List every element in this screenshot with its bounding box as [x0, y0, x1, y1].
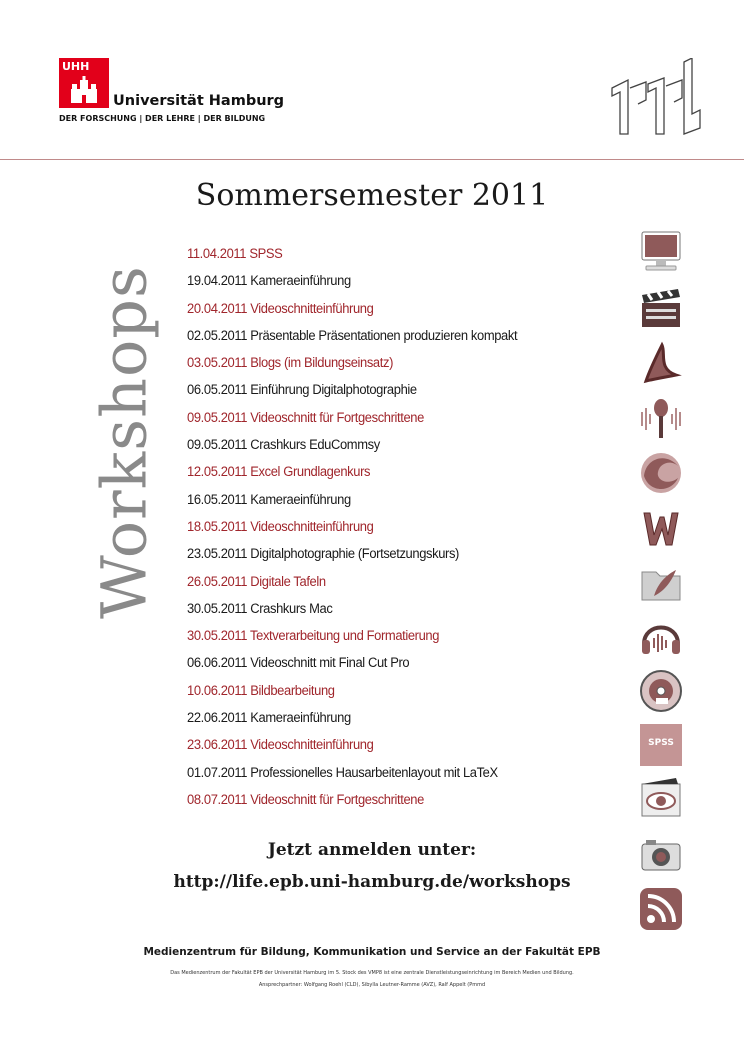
spss-label: SPSS	[648, 738, 674, 748]
footer-title: Medienzentrum für Bildung, Kommunikation und Service an der Fakultät EPB	[143, 946, 601, 958]
workshop-item: 18.05.2011 Videoschnitteinführung	[187, 518, 374, 534]
register-url[interactable]: http://life.epb.uni-hamburg.de/workshops	[173, 872, 571, 892]
workshop-item: 09.05.2011 Crashkurs EduCommsy	[187, 437, 380, 453]
register-label: Jetzt anmelden unter:	[267, 840, 477, 860]
monitor-icon	[636, 226, 686, 276]
university-logo-mark	[59, 58, 109, 108]
microphone-icon	[636, 394, 686, 444]
workshops-vertical-heading: Workshops	[87, 265, 161, 619]
workshop-item: 20.04.2011 Videoschnitteinführung	[187, 300, 374, 316]
university-tagline: DER FORSCHUNG | DER LEHRE | DER BILDUNG	[59, 114, 266, 123]
workshop-item: 16.05.2011 Kameraeinführung	[187, 491, 351, 507]
workshop-item: 08.07.2011 Videoschnitt für Fortgeschrittene	[187, 791, 424, 807]
workshop-list	[187, 246, 531, 819]
workshop-item: 23.06.2011 Videoschnitteinführung	[187, 737, 374, 753]
word-icon	[636, 503, 686, 553]
workshop-item: 01.07.2011 Professionelles Hausarbeitenlayout mit LaTeX	[187, 764, 498, 780]
workshop-item: 30.05.2011 Textverarbeitung und Formatierung	[187, 628, 440, 644]
firefox-icon	[636, 448, 686, 498]
workshop-item: 22.06.2011 Kameraeinführung	[187, 710, 351, 726]
acrobat-icon	[636, 339, 686, 389]
workshop-item: 12.05.2011 Excel Grundlagenkurs	[187, 464, 371, 480]
epb-logo-icon	[608, 58, 708, 140]
workshop-item: 30.05.2011 Crashkurs Mac	[187, 600, 333, 616]
university-name: Universität Hamburg	[113, 93, 285, 109]
workshop-item: 06.06.2011 Videoschnitt mit Final Cut Pro	[187, 655, 410, 671]
footer-contacts: Ansprechpartner: Wolfgang Roehl (CLD), Sibylla Leutner-Ramme (AVZ), Ralf Appelt (Pmmd	[258, 982, 486, 988]
folder-icon	[636, 558, 686, 608]
workshop-item: 10.06.2011 Bildbearbeitung	[187, 682, 335, 698]
headphones-icon	[636, 612, 686, 662]
film-eye-icon	[636, 774, 686, 824]
clapperboard-icon	[636, 283, 686, 333]
spss-icon	[636, 720, 686, 770]
dvd-icon	[636, 666, 686, 716]
footer-description: Das Medienzentrum der Fakultät EPB der Universität Hamburg im 5. Stock des VMP8 ist eine zentrale Dienstleistungseinrichtung im Bereich Medien und Bildung.	[170, 970, 574, 976]
workshop-item: 09.05.2011 Videoschnitt für Fortgeschrittene	[187, 409, 424, 425]
logo-mark-text: UHH	[62, 60, 90, 73]
header-divider	[0, 159, 744, 160]
castle-icon	[69, 75, 99, 105]
workshop-item: 26.05.2011 Digitale Tafeln	[187, 573, 326, 589]
workshop-item: 06.05.2011 Einführung Digitalphotographie	[187, 382, 417, 398]
page-title: Sommersemester 2011	[195, 178, 549, 213]
workshop-item: 03.05.2011 Blogs (im Bildungseinsatz)	[187, 355, 394, 371]
workshop-item: 19.04.2011 Kameraeinführung	[187, 273, 351, 289]
workshop-item: 11.04.2011 SPSS	[187, 246, 283, 261]
workshop-item: 02.05.2011 Präsentable Präsentationen produzieren kompakt	[187, 327, 518, 343]
workshop-item: 23.05.2011 Digitalphotographie (Fortsetzungskurs)	[187, 546, 459, 562]
